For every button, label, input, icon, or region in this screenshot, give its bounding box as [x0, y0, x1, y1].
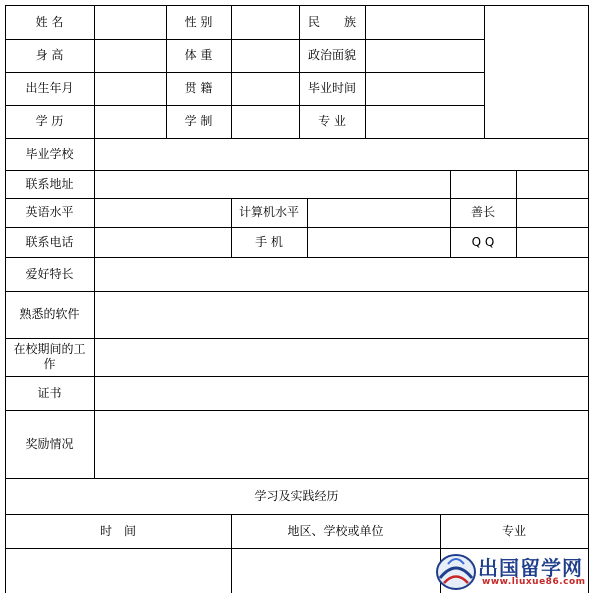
- hometown-label: 贯 籍: [184, 81, 213, 95]
- qq-label: Q Q: [471, 234, 495, 249]
- experience-time-header: 时 间: [99, 523, 136, 538]
- birth-date-input[interactable]: [96, 74, 165, 104]
- certificates-input[interactable]: [96, 378, 587, 409]
- gender-label: 性 别: [184, 14, 213, 29]
- certificates-label: 证书: [37, 385, 62, 400]
- experience-title: 学习及实践经历: [254, 488, 339, 503]
- grid-line: [450, 170, 451, 199]
- ethnicity-label: 民 族: [307, 14, 356, 29]
- height-input[interactable]: [96, 41, 165, 71]
- experience-place-header: 地区、学校或单位: [287, 523, 384, 538]
- experience-major-header: 专业: [501, 523, 526, 538]
- grid-line: [484, 5, 485, 139]
- computer-level-label: 计算机水平: [238, 205, 299, 219]
- weight-label: 体 重: [184, 48, 213, 62]
- strengths-label: 善长: [470, 205, 495, 219]
- graduate-school-input[interactable]: [96, 140, 587, 169]
- grid-line: [231, 5, 232, 139]
- grid-line: [365, 5, 366, 139]
- software-label: 熟悉的软件: [19, 307, 80, 321]
- education-input[interactable]: [96, 107, 165, 137]
- experience-time-cell[interactable]: [7, 550, 230, 591]
- awards-label: 奖励情况: [25, 436, 74, 451]
- qq-input[interactable]: [518, 229, 587, 256]
- program-length-label: 学 制: [184, 114, 213, 128]
- campus-work-label: 在校期间的工 作: [13, 342, 86, 371]
- grid-line: [516, 170, 517, 199]
- mobile-input[interactable]: [309, 229, 449, 256]
- hometown-input[interactable]: [233, 74, 298, 104]
- grid-line: [307, 198, 308, 258]
- grid-line: [94, 5, 95, 139]
- name-input[interactable]: [96, 7, 165, 38]
- hobbies-input[interactable]: [96, 259, 587, 290]
- grid-line: [588, 138, 589, 593]
- address-extra-input-2[interactable]: [518, 172, 587, 197]
- political-status-input[interactable]: [367, 41, 483, 71]
- globe-icon: [434, 548, 478, 592]
- awards-input[interactable]: [96, 412, 587, 477]
- address-label: 联系地址: [25, 176, 74, 191]
- major-input[interactable]: [367, 107, 483, 137]
- weight-input[interactable]: [233, 41, 298, 71]
- photo-cell[interactable]: [486, 7, 587, 137]
- grid-line: [94, 138, 95, 479]
- program-length-input[interactable]: [233, 107, 298, 137]
- graduation-time-label: 毕业时间: [307, 81, 356, 95]
- campus-work-input[interactable]: [96, 340, 587, 375]
- strengths-input[interactable]: [518, 200, 587, 226]
- address-extra-input-1[interactable]: [452, 172, 515, 197]
- english-level-input[interactable]: [96, 200, 230, 226]
- name-label: 姓 名: [35, 14, 64, 29]
- graduation-time-input[interactable]: [367, 74, 483, 104]
- site-watermark: [432, 548, 594, 592]
- address-input[interactable]: [96, 172, 449, 197]
- phone-input[interactable]: [96, 229, 230, 256]
- mobile-label: 手 机: [255, 234, 283, 249]
- experience-place-cell[interactable]: [233, 550, 439, 591]
- ethnicity-input[interactable]: [367, 7, 483, 38]
- english-level-label: 英语水平: [25, 205, 74, 219]
- watermark-url: www.liuxue86.com: [482, 577, 586, 587]
- height-label: 身 高: [35, 48, 64, 62]
- grid-line: [588, 5, 589, 139]
- political-status-label: 政治面貌: [307, 48, 356, 62]
- grid-line: [516, 198, 517, 258]
- phone-label: 联系电话: [25, 234, 74, 249]
- birth-date-label: 出生年月: [25, 81, 74, 95]
- graduate-school-label: 毕业学校: [25, 146, 74, 161]
- watermark-logo-text: 出国留学网: [478, 556, 583, 580]
- computer-level-input[interactable]: [309, 200, 449, 226]
- hobbies-label: 爱好特长: [25, 266, 74, 281]
- education-label: 学 历: [35, 114, 64, 128]
- software-input[interactable]: [96, 293, 587, 337]
- gender-input[interactable]: [233, 7, 298, 38]
- major-label: 专 业: [318, 114, 346, 128]
